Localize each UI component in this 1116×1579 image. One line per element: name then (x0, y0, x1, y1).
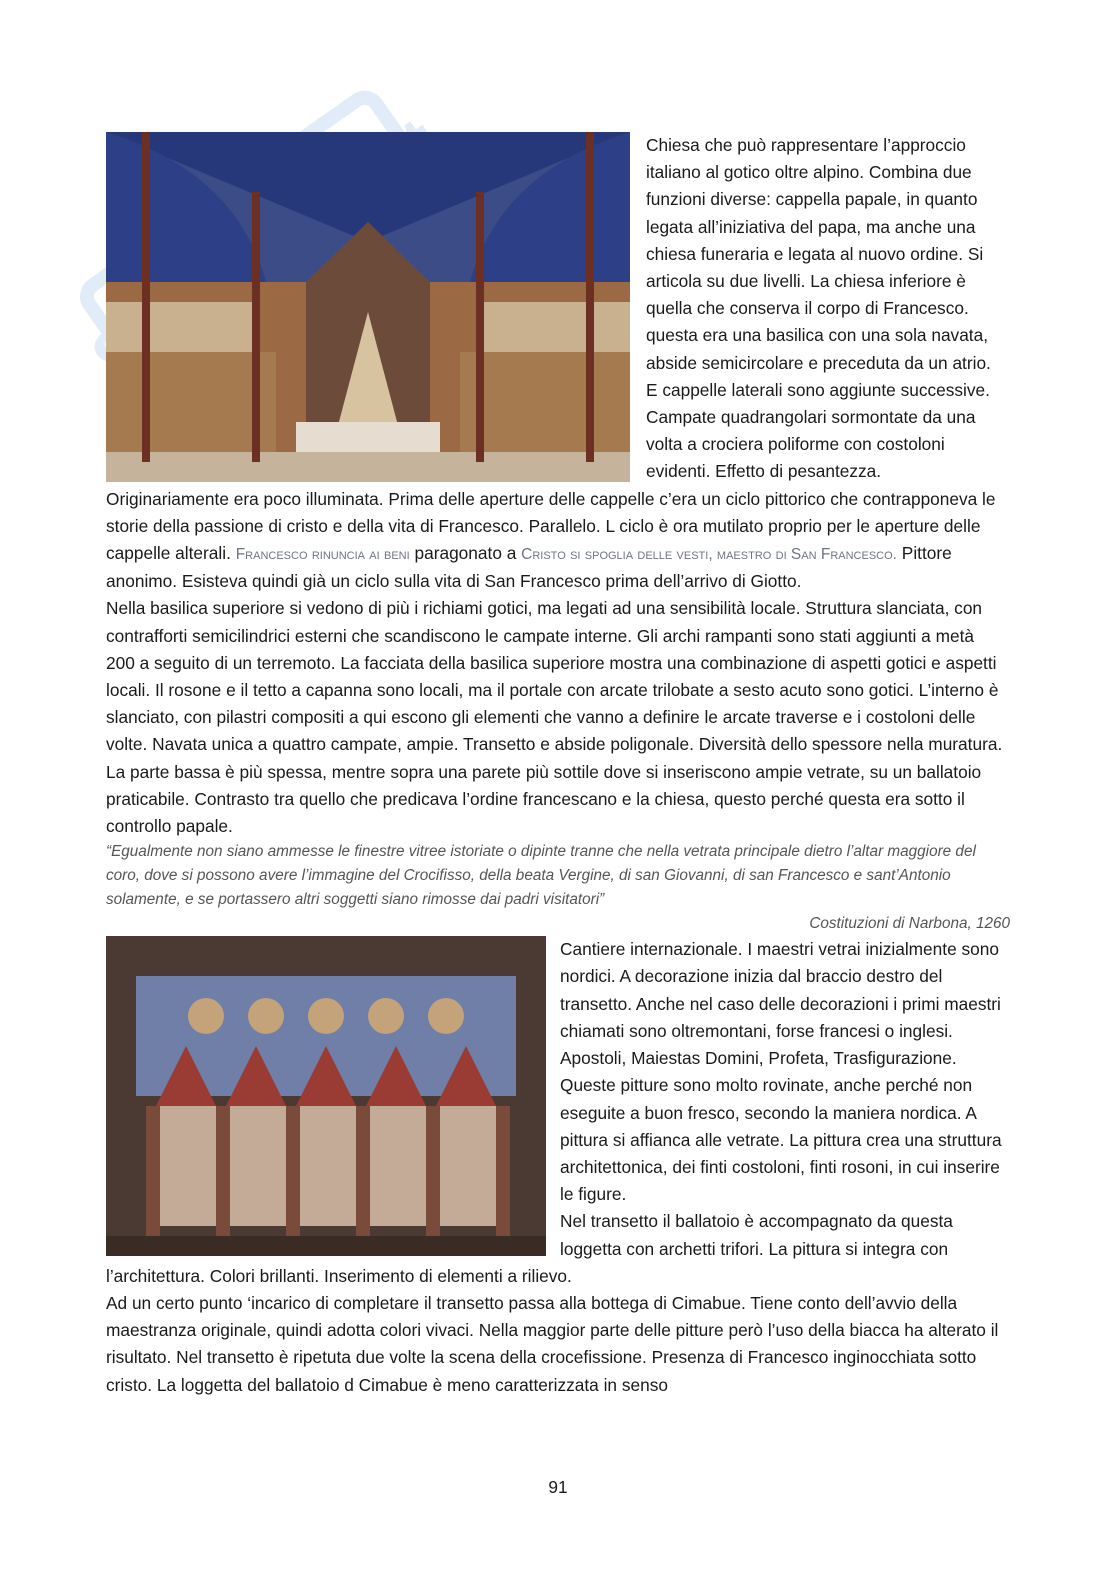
paragraph-1: Chiesa che può rappresentare l’approccio italiano al gotico oltre alpino. Combina due funzioni diverse: cappella papale, in quanto legata all’iniziativa del papa, ma anche una chiesa funeraria e legata al nuovo ordine. Si articola su due livelli. La chiesa inferiore è quella che conserva il corpo di Francesco. questa era una basilica con una sola navata, abside semicircolare e preceduta da un atrio. E cappelle laterali sono aggiunte successive. Campate quadrangolari sormontate da una volta a crociera poliforme con costoloni evidenti. Effetto di pesantezza. Originariamente era poco illuminata. Prima delle aperture delle cappelle c’era un ciclo pittorico che contrapponeva le storie della passione di cristo e della vita di Francesco. Parallelo. L ciclo è ora mutilato proprio per le aperture delle cappelle alterali. (106, 135, 996, 564)
paragraph-3b: Nel transetto il ballatoio è accompagnato da questa loggetta con archetti trifori. La pittura si integra con l’architettura. Colori brillanti. Inserimento di elementi a rilievo. (106, 1211, 953, 1286)
paragraph-3: Cantiere internazionale. I maestri vetrai inizialmente sono nordici. A decorazione inizia dal braccio destro del transetto. Anche nel caso delle decorazioni i primi maestri chiamati sono oltremontani, forse francesi o inglesi. Apostoli, Maiestas Domini, Profeta, Trasfigurazione. Queste pitture sono molto rovinate, anche perché non eseguite a buon fresco, secondo la maniera nordica. A pittura si affianca alle vetrate. La pittura crea una struttura architettonica, dei finti costoloni, finti rosoni, in cui inserire le figure. (560, 939, 1002, 1205)
artwork-title-cristo: Cristo si spoglia delle vesti, maestro di San Francesco. (521, 546, 897, 564)
quote-citation: Costituzioni di Narbona, 1260 (809, 915, 1010, 933)
page-number: 91 (548, 1477, 568, 1497)
document-body (106, 132, 1010, 1399)
paragraph-1-end: Pittore anonimo. Esisteva quindi già un ciclo sulla vita di San Francesco prima dell’arrivo di Giotto. (106, 543, 952, 592)
paragraph-4: Ad un certo punto ‘incarico di completare il transetto passa alla bottega di Cimabue. Tiene conto dell’avvio della maestranza originale, quindi adotta colori vivaci. Nella maggior parte delle pitture però l’uso della biacca ha alterato il risultato. Nel transetto è ripetuta due volte la scena della crocefissione. Presenza di Francesco inginocchiata sotto cristo. La loggetta del ballatoio d Cimabue è meno caratterizzata in senso (106, 1292, 999, 1395)
basilica-interior-image (106, 132, 630, 482)
paragraph-2: Nella basilica superiore si vedono di più i richiami gotici, ma legati ad una sensibilità locale. Struttura slanciata, con contrafforti semicilindrici esterni che scandiscono le campate interne. Gli archi rampanti sono stati aggiunti a metà 200 a seguito di un terremoto. La facciata della basilica superiore mostra una combinazione di aspetti gotici e aspetti locali. Il rosone e il tetto a capanna sono locali, ma il portale con arcate trilobate a sesto acuto sono gotici. L’interno è slanciato, con pilastri compositi a qui escono gli elementi che vanno a definire le arcate traverse e i costoloni delle volte. Navata unica a quattro campate, ampie. Transetto e abside poligonale. Diversità dello spessore nella muratura. La parte bassa è più spessa, mentre sopra una parete più sottile dove si inseriscono ampie vetrate, su un ballatoio praticabile. Contrasto tra quello che predicava l’ordine francescano e la chiesa, questo perché questa era sotto il controllo papale. (106, 598, 1003, 837)
transept-fresco-image (106, 936, 546, 1256)
artwork-title-francesco: Francesco rinuncia ai beni (235, 546, 410, 564)
paragraph-1-mid: paragonato a (414, 543, 517, 564)
quote-narbona: “Egualmente non siano ammesse le finestre vitree istoriate o dipinte tranne che nella vetrata principale dietro l’altar maggiore del coro, dove si possono avere l’immagine del Crocifisso, della beata Vergine, di san Giovanni, di san Francesco e sant’Antonio solamente, e se portassero altri soggetti siano rimosse dai padri visitatori” (106, 843, 976, 909)
